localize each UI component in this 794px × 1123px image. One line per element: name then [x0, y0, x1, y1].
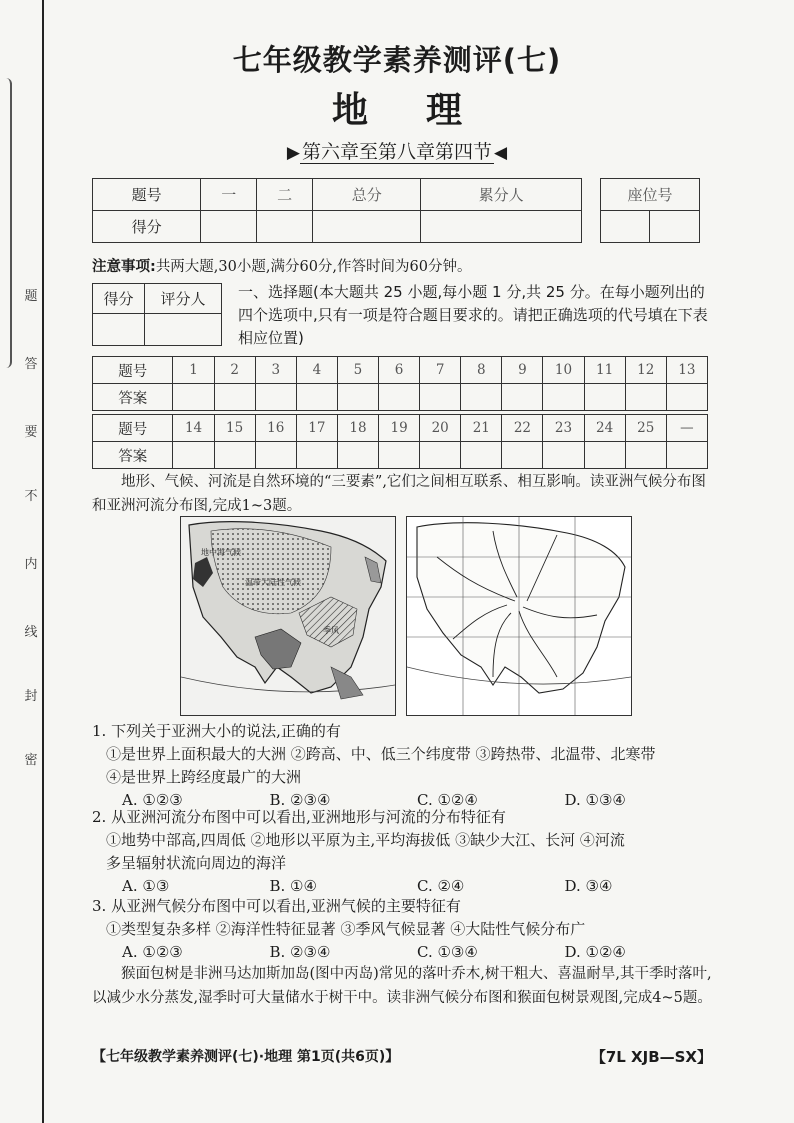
answer-cell[interactable] — [502, 384, 543, 411]
question-number: 2 — [214, 357, 255, 384]
map-label: 温带大陆性气候 — [245, 578, 301, 587]
score-table — [92, 178, 582, 243]
choice-b[interactable]: B. ②③④ — [269, 791, 331, 809]
answer-cell[interactable] — [296, 384, 337, 411]
answer-cell[interactable] — [666, 384, 707, 411]
question-number: 11 — [584, 357, 625, 384]
score-input-cell[interactable] — [257, 211, 313, 243]
choice-row — [92, 941, 712, 964]
question-number: 8 — [461, 357, 502, 384]
question-number: 21 — [461, 415, 502, 442]
answer-cell[interactable] — [543, 384, 584, 411]
choice-d[interactable]: D. ③④ — [564, 877, 613, 895]
question-number: 25 — [625, 415, 666, 442]
choice-c[interactable]: C. ①②④ — [417, 791, 478, 809]
notes-label: 注意事项: — [92, 259, 156, 275]
grader-reviewer-label: 评分人 — [144, 284, 221, 314]
question-number: 24 — [584, 415, 625, 442]
side-char: 要 — [24, 425, 38, 440]
grader-input-cell[interactable] — [144, 314, 221, 346]
question-number: 3 — [255, 357, 296, 384]
choice-b[interactable]: B. ①④ — [269, 877, 317, 895]
answer-alabel: 答案 — [93, 442, 173, 469]
question-number: 14 — [173, 415, 214, 442]
question-number: 12 — [625, 357, 666, 384]
answer-cell[interactable] — [379, 384, 420, 411]
question-number: 1 — [173, 357, 214, 384]
question-number: 18 — [337, 415, 378, 442]
question-stem: 1. 下列关于亚洲大小的说法,正确的有 — [92, 722, 341, 740]
answer-cell[interactable] — [420, 384, 461, 411]
side-char: 封 — [24, 689, 38, 704]
scope-subtitle — [0, 137, 794, 164]
intro-paragraph-2: 猴面包树是非洲马达加斯加岛(图中丙岛)常见的落叶乔木,树干粗大、喜温耐旱,其干季时落叶,以减少水分蒸发,湿季时可大量储水于树干中。读非洲气候分布图和猴面包树景观图,完成4~5题。 — [92, 966, 712, 1006]
side-char: 密 — [24, 753, 38, 768]
choice-a[interactable]: A. ①③ — [122, 877, 170, 895]
scope-text: 第六章至第八章第四节 — [301, 141, 492, 163]
choice-a[interactable]: A. ①②③ — [122, 791, 183, 809]
subject-title: 地理 — [331, 90, 520, 131]
question-number: 10 — [543, 357, 584, 384]
score-input-cell[interactable] — [201, 211, 257, 243]
intro-paragraph-1: 地形、气候、河流是自然环境的“三要素”,它们之间相互联系、相互影响。读亚洲气候分布图和亚洲河流分布图,完成1~3题。 — [92, 474, 706, 514]
question-number: 23 — [543, 415, 584, 442]
side-char: 内 — [24, 557, 38, 572]
score-input-cell[interactable] — [313, 211, 421, 243]
asia-river-map-drawing — [407, 517, 631, 715]
question-number: 15 — [214, 415, 255, 442]
question-number: 19 — [379, 415, 420, 442]
asia-climate-map — [180, 516, 396, 716]
map-label: 地中海气候 — [201, 548, 241, 557]
seat-table — [600, 178, 700, 243]
footer-right: 【7L XJB—SX】 — [590, 1048, 712, 1066]
answer-qlabel: 题号 — [93, 357, 173, 384]
score-cell: 总分 — [313, 179, 421, 211]
asia-river-map — [406, 516, 632, 716]
question-2 — [92, 806, 712, 898]
seat-input-cell[interactable] — [650, 211, 700, 243]
grader-score-label: 得分 — [93, 284, 145, 314]
choice-c[interactable]: C. ①③④ — [417, 943, 478, 961]
answer-cell[interactable] — [584, 384, 625, 411]
score-cell: 累分人 — [421, 179, 582, 211]
answer-cell[interactable] — [625, 384, 666, 411]
question-number: 9 — [502, 357, 543, 384]
question-number: 13 — [666, 357, 707, 384]
question-stem: 3. 从亚洲气候分布图中可以看出,亚洲气候的主要特征有 — [92, 897, 461, 915]
page-footer — [92, 1046, 712, 1067]
binding-line — [42, 0, 44, 1123]
score-input-cell[interactable] — [421, 211, 582, 243]
answer-cell[interactable] — [461, 442, 502, 469]
seat-input-cell[interactable] — [601, 211, 650, 243]
choice-d[interactable]: D. ①②④ — [564, 943, 626, 961]
notes-text: 共两大题,30小题,满分60分,作答时间为60分钟。 — [155, 259, 472, 275]
question-number: — — [666, 415, 707, 442]
question-statements: ①地势中部高,四周低 ②地形以平原为主,平均海拔低 ③缺少大江、长河 ④河流 — [106, 831, 625, 849]
answer-cell[interactable] — [214, 442, 255, 469]
answer-cell[interactable] — [379, 442, 420, 469]
question-statements: ①是世界上面积最大的大洲 ②跨高、中、低三个纬度带 ③跨热带、北温带、北寒带 — [106, 745, 656, 763]
question-number: 6 — [379, 357, 420, 384]
answer-cell[interactable] — [296, 442, 337, 469]
triangle-left-icon: ◀ — [494, 143, 508, 163]
choice-d[interactable]: D. ①③④ — [564, 791, 626, 809]
side-char: 线 — [24, 625, 38, 640]
seat-label: 座位号 — [601, 179, 700, 211]
grader-input-cell[interactable] — [93, 314, 145, 346]
answer-cell[interactable] — [584, 442, 625, 469]
answer-cell[interactable] — [625, 442, 666, 469]
answer-cell[interactable] — [337, 384, 378, 411]
answer-cell[interactable] — [173, 384, 214, 411]
question-number: 7 — [420, 357, 461, 384]
side-char: 题 — [24, 289, 38, 304]
answer-cell — [666, 442, 707, 469]
answer-cell[interactable] — [214, 384, 255, 411]
exam-notes — [92, 255, 472, 276]
map-label: 季风 — [323, 626, 339, 635]
question-number: 16 — [255, 415, 296, 442]
answer-cell[interactable] — [543, 442, 584, 469]
question-number: 22 — [502, 415, 543, 442]
footer-left: 【七年级教学素养测评(七)·地理 第1页(共6页)】 — [92, 1049, 400, 1065]
grader-table — [92, 283, 222, 346]
choice-c[interactable]: C. ②④ — [417, 877, 465, 895]
question-stem: 2. 从亚洲河流分布图中可以看出,亚洲地形与河流的分布特征有 — [92, 808, 506, 826]
answer-cell[interactable] — [255, 442, 296, 469]
question-1 — [92, 720, 712, 812]
score-cell: 题号 — [93, 179, 201, 211]
question-statements: ④是世界上跨经度最广的大洲 — [106, 768, 302, 786]
score-cell: 一 — [201, 179, 257, 211]
answer-cell[interactable] — [255, 384, 296, 411]
side-char: 答 — [24, 357, 38, 372]
answer-cell[interactable] — [420, 442, 461, 469]
question-number: 20 — [420, 415, 461, 442]
answer-table — [92, 356, 708, 469]
score-cell: 二 — [257, 179, 313, 211]
question-number: 17 — [296, 415, 337, 442]
choice-b[interactable]: B. ②③④ — [269, 943, 331, 961]
question-number: 5 — [337, 357, 378, 384]
question-number: 4 — [296, 357, 337, 384]
section1-instructions: 一、选择题(本大题共 25 小题,每小题 1 分,共 25 分。在每小题列出的四个选项中,只有一项是符合题目要求的。请把正确选项的代号填在下表相应位置) — [238, 283, 708, 347]
triangle-right-icon: ▶ — [286, 143, 300, 163]
question-statements: ①类型复杂多样 ②海洋性特征显著 ③季风气候显著 ④大陆性气候分布广 — [106, 920, 586, 938]
answer-cell[interactable] — [461, 384, 502, 411]
question-3 — [92, 895, 712, 964]
question-statements: 多呈辐射状流向周边的海洋 — [106, 854, 287, 872]
score-cell: 得分 — [93, 211, 201, 243]
exam-title: 七年级教学素养测评(七) — [232, 43, 562, 77]
answer-cell[interactable] — [337, 442, 378, 469]
answer-cell[interactable] — [502, 442, 543, 469]
answer-qlabel: 题号 — [93, 415, 173, 442]
answer-alabel: 答案 — [93, 384, 173, 411]
side-char: 不 — [24, 489, 38, 504]
choice-a[interactable]: A. ①②③ — [122, 943, 183, 961]
answer-cell[interactable] — [173, 442, 214, 469]
